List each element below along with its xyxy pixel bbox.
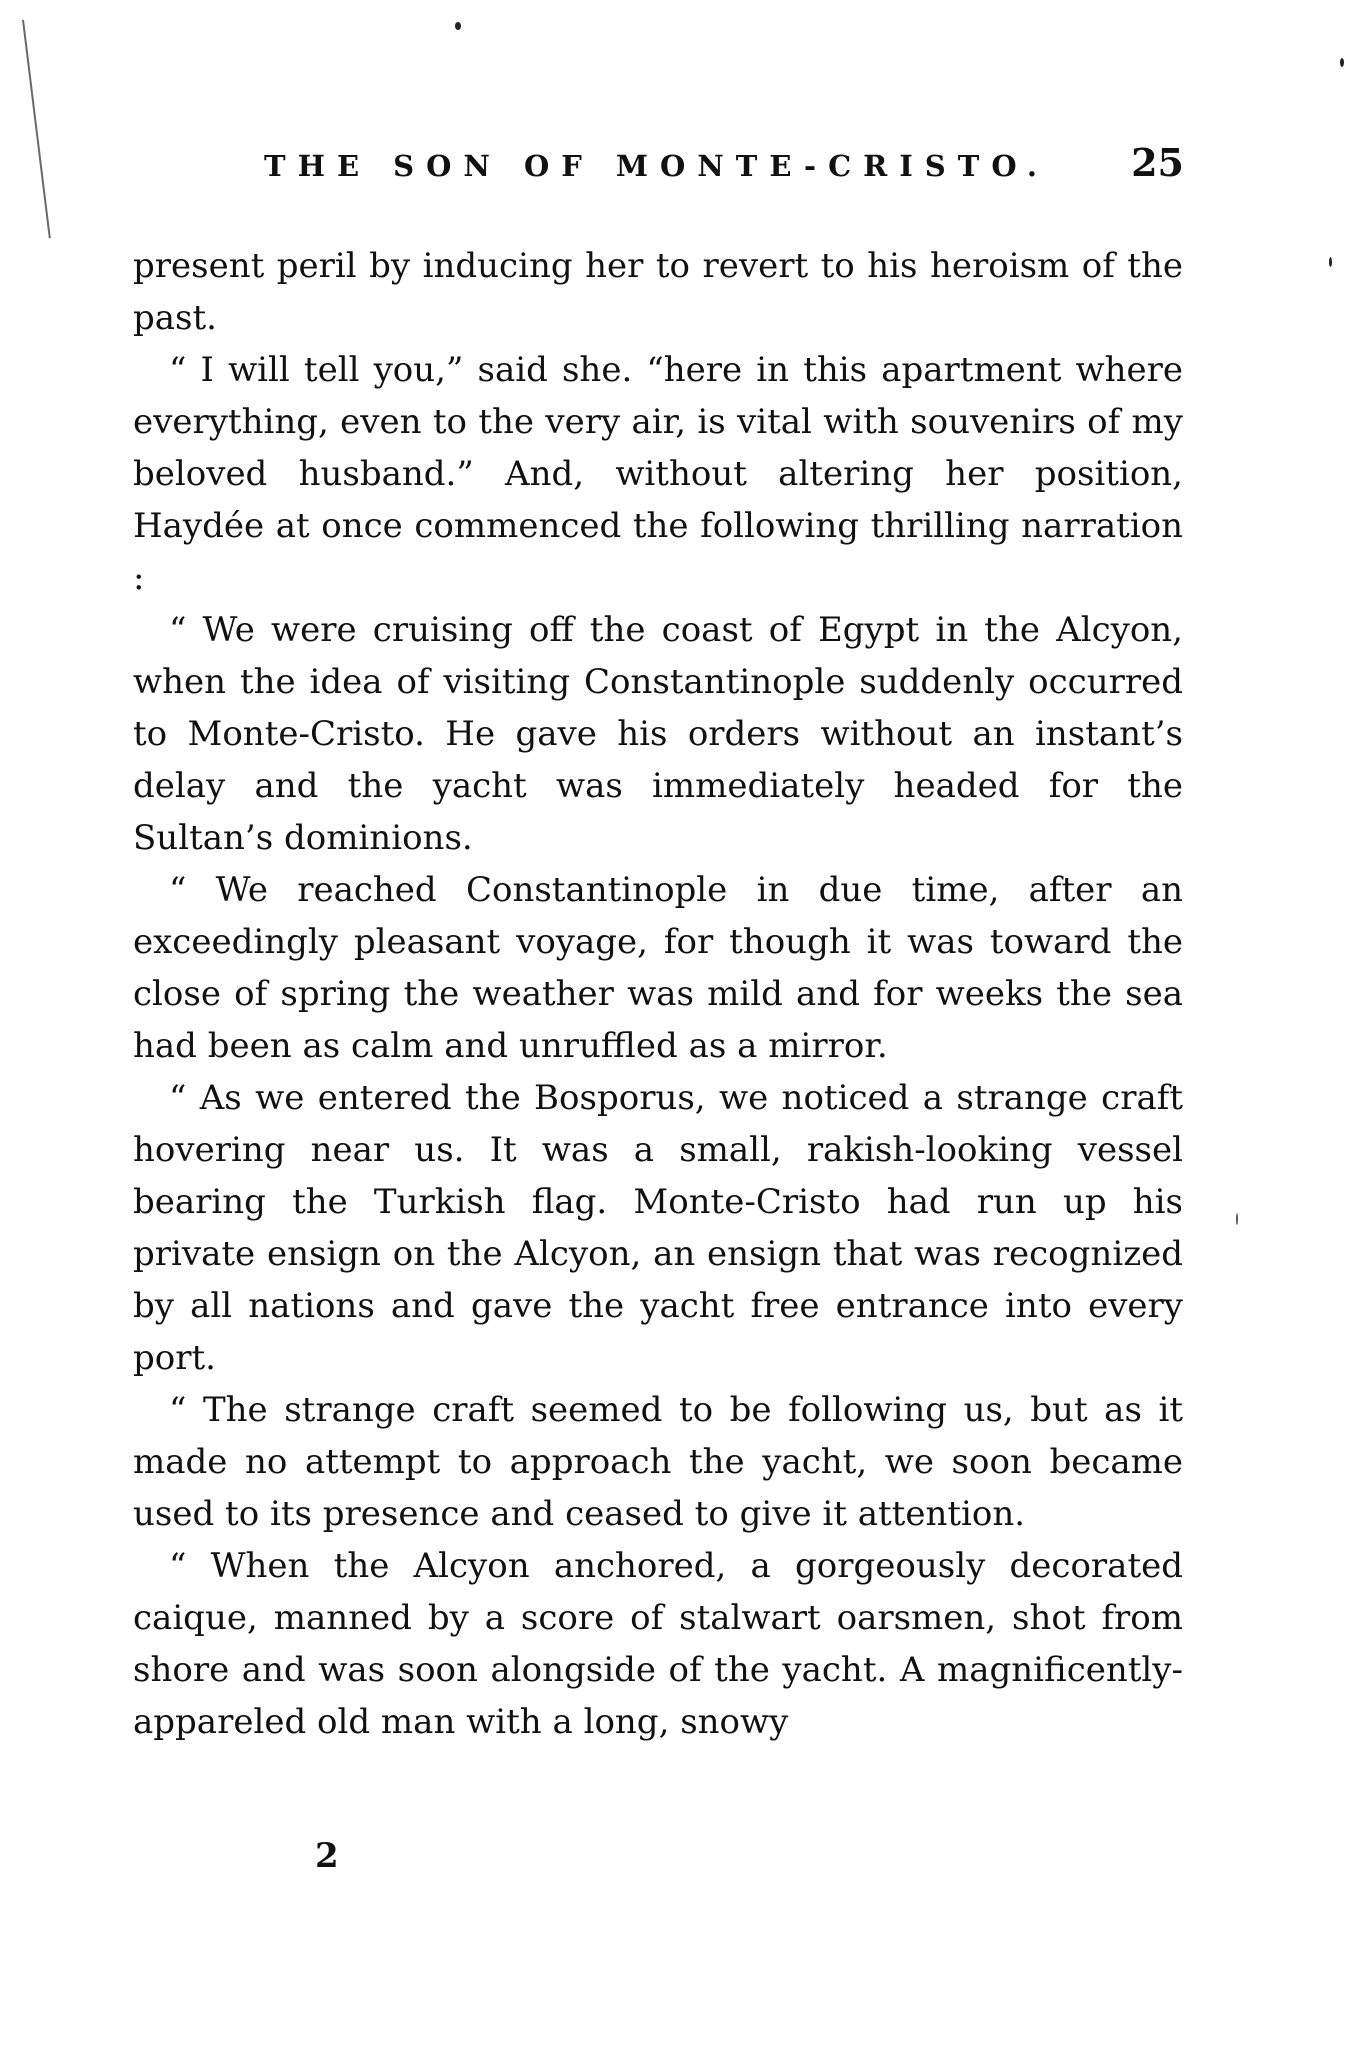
paragraph: “ As we entered the Bosporus, we noticed a strange craft hovering near us. It was a small, rakish-looking vessel bearing the Turkish flag. Monte-Cristo had run up his private ensign on the Alcyon, an ensign that was recognized by all nations and gave the yacht free entrance into every port. <box>133 1078 1183 1378</box>
margin-scan-line <box>22 20 51 239</box>
ink-speck <box>1236 1213 1238 1225</box>
page-header <box>264 140 1184 200</box>
paragraph: “ We reached Constantinople in due time, after an exceedingly pleasant voyage, for though it was toward the close of spring the weather was mild and for weeks the sea had been as calm and unruffled as a mirror. <box>133 870 1183 1066</box>
paragraph: “ When the Alcyon anchored, a gorgeously decorated caique, manned by a score of stalwart oarsmen, shot from shore and was soon alongside of the yacht. A magnificently-appareled old man with a long, snowy <box>133 1546 1183 1742</box>
signature-mark: 2 <box>315 1836 339 1876</box>
paragraph: “ We were cruising off the coast of Egypt in the Alcyon, when the idea of visiting Constantinople suddenly occurred to Monte-Cristo. He gave his orders without an instant’s delay and the yacht was immediately headed for the Sultan’s dominions. <box>133 610 1183 858</box>
ink-speck <box>1340 58 1344 67</box>
ink-speck <box>1329 257 1332 267</box>
paragraph: “ The strange craft seemed to be following us, but as it made no attempt to approach the yacht, we soon became used to its presence and ceased to give it attention. <box>133 1390 1183 1534</box>
page-number: 25 <box>1131 140 1184 185</box>
paragraph: “ I will tell you,” said she. “here in this apartment where everything, even to the very air, is vital with souvenirs of my beloved husband.” And, without altering her position, Haydée at once commenced the following thrilling narration : <box>133 350 1183 598</box>
ink-speck <box>455 22 461 30</box>
running-title: THE SON OF MONTE-CRISTO. <box>264 149 1049 183</box>
body-text <box>133 240 1183 1748</box>
paragraph-continuation: present peril by inducing her to revert to his heroism of the past. <box>133 246 1183 338</box>
